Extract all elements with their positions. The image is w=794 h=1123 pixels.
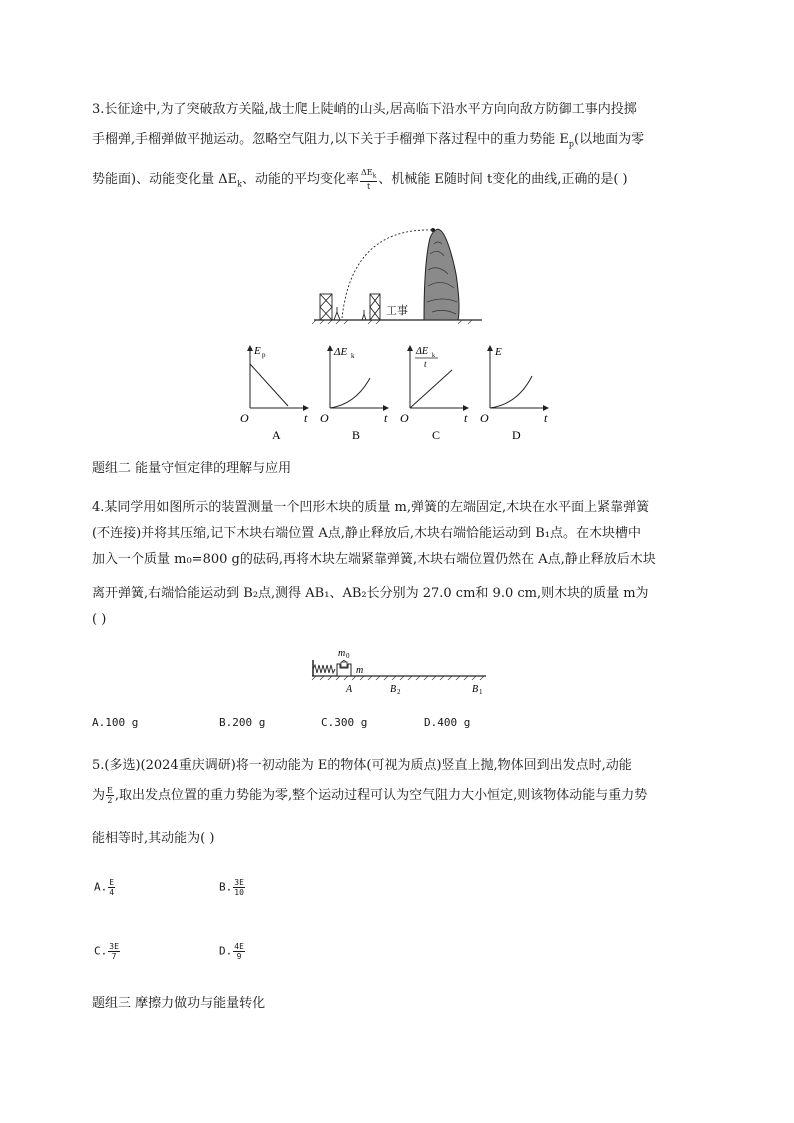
wooden-block (337, 661, 351, 677)
svg-text:E: E (495, 346, 502, 358)
svg-text:O: O (240, 411, 249, 425)
q4-spring-figure (310, 646, 490, 696)
q5-line-1: 5.(多选)(2024重庆调研)将一初动能为 E的物体(可视为质点)竖直上抛,物体回到出发点时,动能 (92, 758, 632, 773)
graph-a (240, 345, 308, 442)
group2-heading: 题组二 能量守恒定律的理解与应用 (92, 461, 292, 476)
q4-option-b: B.200 g (219, 716, 266, 729)
group3-heading: 题组三 摩擦力做功与能量转化 (92, 996, 266, 1011)
mountain (424, 228, 459, 320)
svg-text:O: O (400, 411, 409, 425)
q4-line-5: ( ) (92, 612, 107, 627)
q3-line-2: 手榴弹,手榴弹做平抛运动。忽略空气阻力,以下关于手榴弹下落过程中的重力势能 $E_p$(以地面为零 (92, 132, 645, 149)
svg-text:A: A (346, 684, 353, 695)
graph-d (480, 346, 548, 442)
svg-text:t: t (384, 411, 388, 425)
option-b-label: B (352, 428, 361, 442)
svg-text:t: t (544, 411, 548, 425)
graph-c-curve (410, 370, 452, 408)
graph-b (320, 346, 388, 442)
svg-text:O: O (320, 411, 329, 425)
graph-a-curve (250, 364, 288, 406)
svg-text:B: B (472, 684, 479, 695)
fort-label: 工事 (386, 305, 408, 317)
svg-text:E: E (254, 345, 261, 357)
option-d-label: D (512, 428, 521, 442)
q3-scene-figure (312, 224, 484, 324)
q5-line-3: 能相等时,其动能为( ) (92, 831, 215, 846)
svg-text:p: p (262, 351, 266, 359)
svg-text:k: k (351, 352, 355, 360)
q5-line-2: 为 $\frac{E}{2}$ ,取出发点位置的重力势能为零,整个运动过程可认为空气阻力大小恒定,则该物体动能与重力势 (92, 786, 648, 805)
svg-text:0: 0 (346, 652, 350, 660)
svg-text:m: m (338, 648, 346, 659)
fortification (362, 294, 380, 320)
svg-text:t: t (304, 411, 308, 425)
graph-c (400, 346, 468, 442)
q4-line-4: 离开弹簧,右端恰能运动到 B₂点,测得 AB₁、AB₂长分别为 27.0 cm和 9.0 cm,则木块的质量 m为 (92, 586, 649, 601)
q4-option-a: A.100 g (92, 716, 139, 729)
q3-line-3: 势能面)、动能变化量 $\Delta E_k$、动能的平均变化率 $\frac{\Delta E_k}{t}$ 、机械能 E随时间 t变化的曲线,正确的是( ) (92, 168, 628, 191)
svg-text:O: O (480, 411, 489, 425)
option-c-label: C (432, 428, 441, 442)
svg-text:ΔE: ΔE (334, 346, 348, 358)
q4-option-d: D.400 g (424, 716, 471, 729)
svg-text:B: B (390, 684, 397, 695)
q5-fraction: $\frac{E}{2}$ (107, 786, 113, 805)
q5-option-a: A. $\frac{E}{4}$ (94, 878, 115, 897)
svg-text:t: t (464, 411, 468, 425)
q5-option-c: C. $\frac{3E}{7}$ (94, 942, 119, 961)
option-a-label: A (272, 428, 281, 442)
q4-line-2: (不连接)并将其压缩,记下木块右端位置 A点,静止释放后,木块右端恰能运动到 B₁点。在木块槽中 (92, 526, 641, 541)
q4-line-1: 4.某同学用如图所示的装置测量一个凹形木块的质量 m,弹簧的左端固定,木块在水平面上紧靠弹簧 (92, 500, 650, 515)
q5-option-d: D. $\frac{4E}{9}$ (219, 942, 244, 961)
rate-fraction: $\frac{\Delta E_k}{t}$ (360, 168, 377, 191)
q3-graphs (236, 340, 566, 446)
graph-d-curve (490, 376, 532, 408)
svg-text:t: t (424, 359, 427, 369)
left-tower (320, 294, 340, 320)
svg-text:ΔE: ΔE (416, 346, 428, 357)
svg-text:1: 1 (479, 688, 483, 696)
q4-option-c: C.300 g (321, 716, 368, 729)
svg-text:2: 2 (397, 688, 401, 696)
q5-option-b: B. $\frac{3E}{10}$ (219, 878, 244, 897)
graph-b-curve (330, 378, 370, 408)
svg-text:m: m (356, 665, 364, 676)
svg-text:k: k (432, 353, 435, 359)
q4-line-3: 加入一个质量 m₀=800 g的砝码,再将木块左端紧靠弹簧,木块右端位置仍然在 A点,静止释放后木块 (92, 552, 656, 567)
spring (313, 665, 335, 673)
q3-line-1: 3.长征途中,为了突破敌方关隘,战士爬上陡峭的山头,居高临下沿水平方向向敌方防御工事内投掷 (92, 102, 637, 117)
weight-m0 (341, 662, 347, 667)
